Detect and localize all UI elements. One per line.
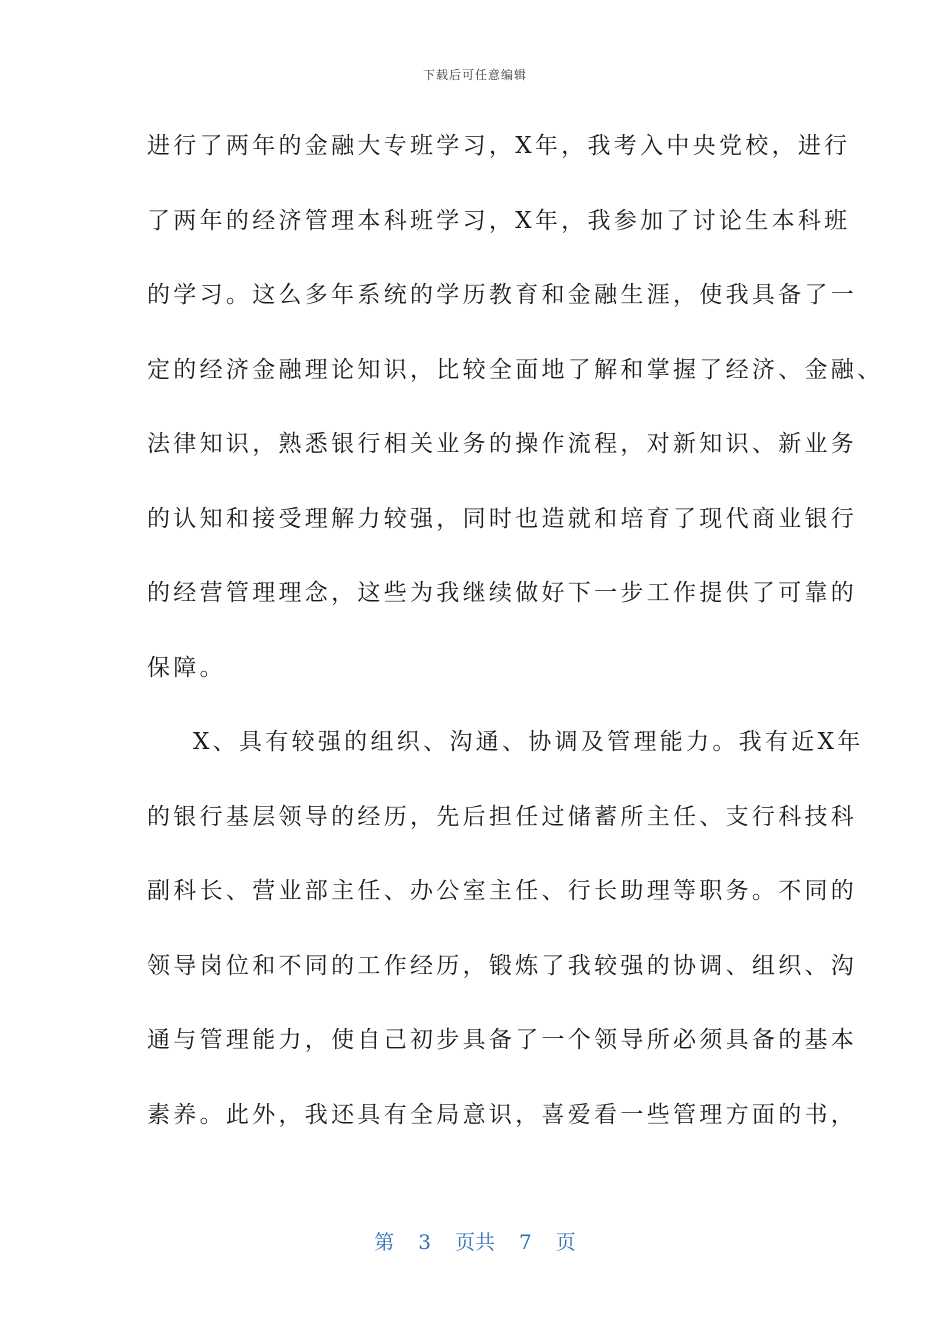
text-line: 通与管理能力，使自己初步具备了一个领导所必须具备的基本 (147, 1027, 858, 1053)
header-note: 下载后可任意编辑 (422, 68, 527, 82)
total-pages-number: 7 (519, 1230, 532, 1254)
text-line: 的银行基层领导的经历，先后担任过储蓄所主任、支行科技科 (147, 803, 858, 830)
text-line: 了两年的经济管理本科班学习，X年，我参加了讨论生本科班 (147, 207, 851, 234)
page-footer (0, 1226, 950, 1255)
text-line: 素养。此外，我还具有全局意识，喜爱看一些管理方面的书， (147, 1101, 858, 1128)
paragraph-start-line: X、具有较强的组织、沟通、协调及管理能力。我有近X年 (193, 729, 864, 755)
text-line: 的经营管理理念，这些为我继续做好下一步工作提供了可靠的 (147, 580, 858, 606)
text-line: 领导岗位和不同的工作经历，锻炼了我较强的协调、组织、沟 (147, 952, 858, 979)
text-line: 的学习。这么多年系统的学历教育和金融生涯，使我具备了一 (147, 282, 858, 308)
text-line: 进行了两年的金融大专班学习，X年，我考入中央党校，进行 (147, 133, 851, 159)
text-line: 保障。 (147, 654, 226, 681)
current-page-number: 3 (418, 1230, 431, 1254)
text-line: 定的经济金融理论知识，比较全面地了解和掌握了经济、金融、 (147, 356, 884, 383)
page-label-middle: 页共 (455, 1230, 495, 1254)
text-line: 法律知识，熟悉银行相关业务的操作流程，对新知识、新业务 (147, 431, 858, 457)
text-line: 的认知和接受理解力较强，同时也造就和培育了现代商业银行 (147, 505, 858, 532)
text-line: 副科长、营业部主任、办公室主任、行长助理等职务。不同的 (147, 878, 858, 904)
document-body (147, 124, 884, 1167)
page-label-prefix: 第 (374, 1230, 395, 1254)
page-label-suffix: 页 (555, 1230, 576, 1254)
